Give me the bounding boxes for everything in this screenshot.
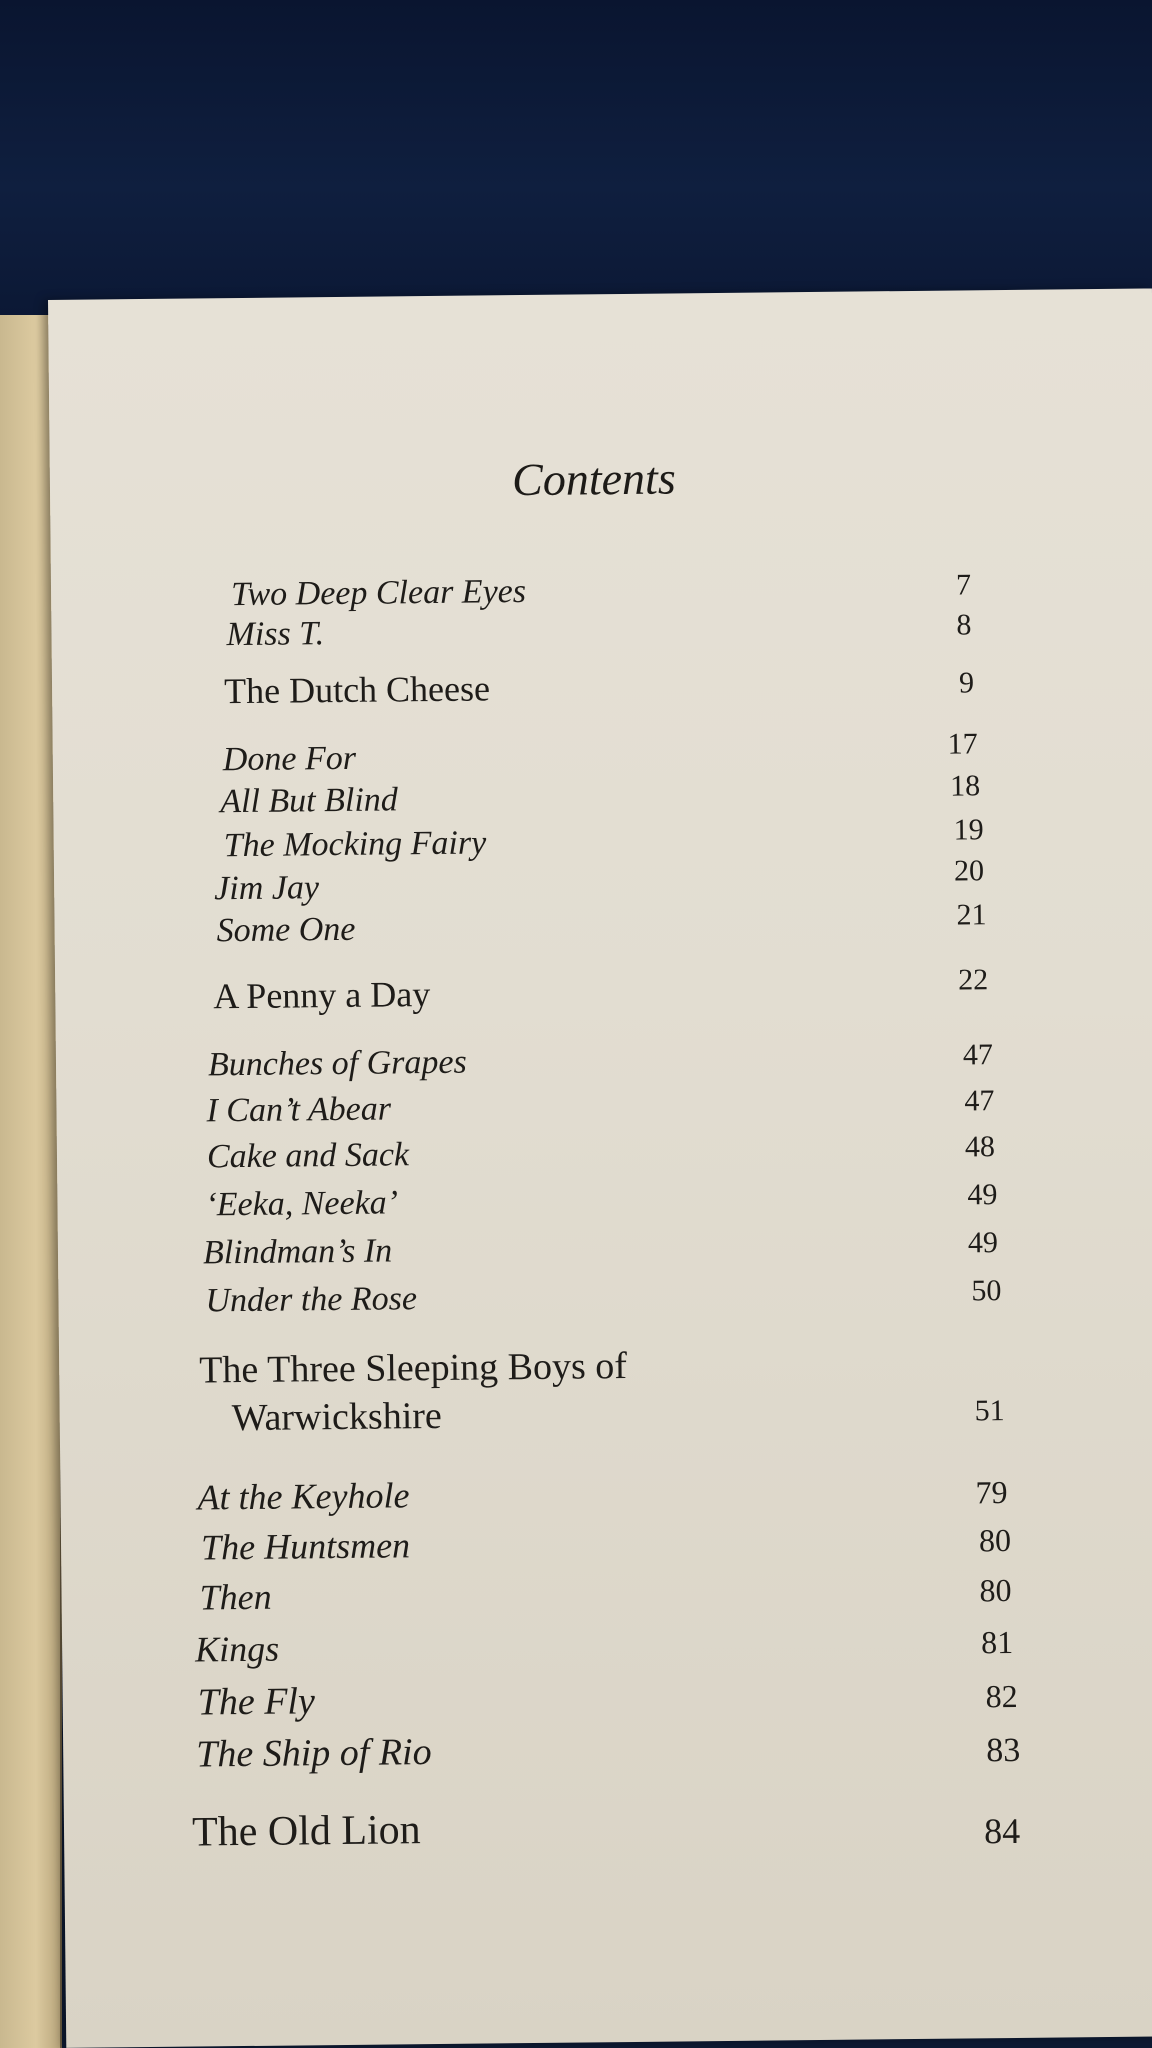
toc-entry-page: 48 (964, 1130, 996, 1164)
toc-entry-page: 81 (980, 1623, 1014, 1661)
toc-entry-title: The Old Lion (191, 1807, 421, 1856)
toc-entry-page: 49 (967, 1178, 998, 1212)
toc-entry-page: 50 (971, 1274, 1002, 1308)
toc-entry-page: 7 (955, 568, 972, 602)
toc-entry-page: 83 (986, 1731, 1021, 1770)
contents-list (48, 288, 1152, 2047)
toc-entry-title: Done For (222, 739, 357, 779)
toc-entry-page: 19 (953, 813, 984, 847)
toc-entry-title: Cake and Sack (206, 1136, 410, 1176)
toc-entry-title: The Huntsmen (200, 1525, 411, 1568)
toc-entry-title: Some One (216, 910, 356, 950)
toc-entry-page: 18 (949, 769, 981, 803)
toc-entry-title: I Can’t Abear (206, 1090, 392, 1130)
toc-entry-title: Blindman’s In (202, 1232, 393, 1272)
toc-entry-page: 8 (956, 608, 972, 642)
toc-entry-page: 80 (979, 1571, 1012, 1609)
toc-entry-page: 47 (962, 1038, 994, 1072)
toc-entry-page: 79 (975, 1474, 1008, 1511)
toc-entry-title: The Three Sleeping Boys of (198, 1344, 628, 1392)
toc-entry-page: 21 (956, 898, 987, 932)
toc-entry-page: 47 (964, 1084, 995, 1118)
toc-entry-page: 9 (958, 666, 975, 700)
contents-heading: Contents (511, 452, 676, 506)
book-page (48, 288, 1152, 2047)
blue-cloth-background (0, 0, 1152, 340)
toc-entry-page: 82 (985, 1677, 1018, 1715)
toc-entry-page: 80 (978, 1521, 1012, 1559)
toc-entry-title: Kings (194, 1628, 280, 1670)
toc-entry-title: Miss T. (226, 615, 325, 654)
toc-entry-page: 22 (957, 963, 989, 997)
toc-entry-title-continued: Warwickshire (231, 1394, 443, 1440)
toc-entry-page: 84 (983, 1810, 1021, 1852)
toc-entry-title: ‘Eeka, Neeka’ (205, 1184, 399, 1224)
toc-entry-page: 49 (967, 1226, 999, 1260)
toc-entry-page: 17 (947, 727, 978, 761)
toc-entry-title: The Mocking Fairy (223, 824, 487, 865)
toc-entry-title: All But Blind (220, 781, 398, 821)
toc-entry-title: Two Deep Clear Eyes (230, 573, 527, 614)
toc-entry-title: At the Keyhole (197, 1475, 410, 1518)
toc-entry-page: 20 (953, 854, 985, 888)
toc-entry-page: 51 (974, 1394, 1005, 1428)
toc-entry-title: The Fly (197, 1680, 316, 1724)
toc-entry-title: The Dutch Cheese (223, 668, 491, 712)
toc-entry-title: The Ship of Rio (196, 1731, 432, 1776)
toc-entry-title: Bunches of Grapes (207, 1043, 467, 1084)
toc-entry-title: Jim Jay (213, 869, 320, 908)
toc-entry-title: Under the Rose (205, 1280, 418, 1320)
toc-entry-title: Then (199, 1576, 272, 1618)
toc-entry-title: A Penny a Day (213, 974, 431, 1017)
